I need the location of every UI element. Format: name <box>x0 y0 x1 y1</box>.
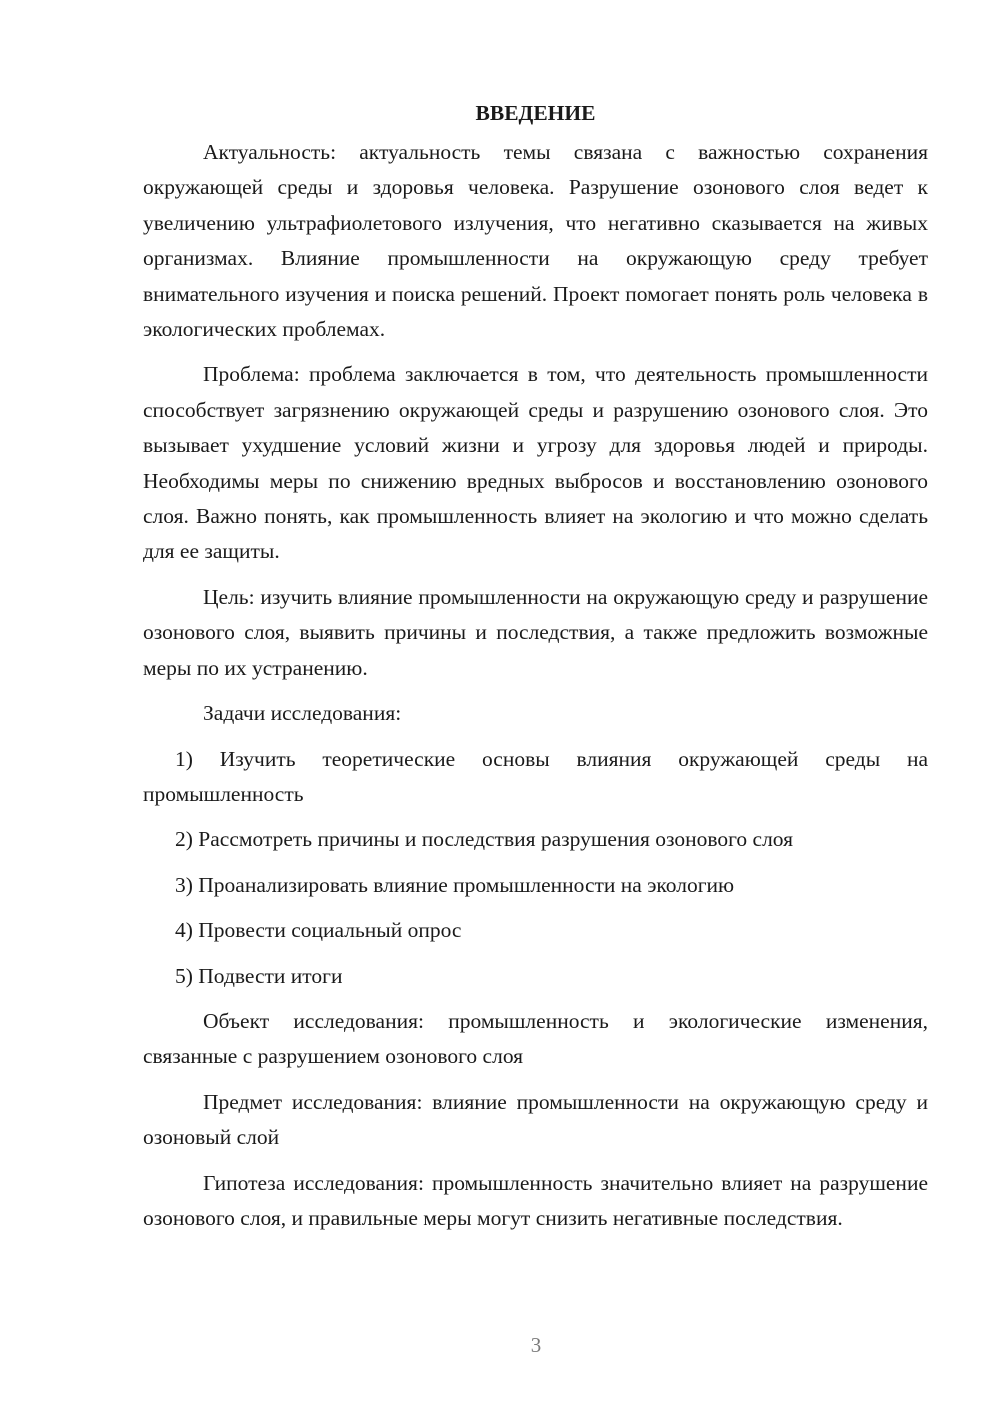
paragraph-hypothesis: Гипотеза исследования: промышленность значительно влияет на разрушение озонового слоя, и правильные меры могут снизить негативные последствия. <box>143 1170 928 1230</box>
task-item-2: 2) Рассмотреть причины и последствия разрушения озонового слоя <box>175 827 794 852</box>
section-title: ВВЕДЕНИЕ <box>475 101 596 125</box>
paragraph-subject: Предмет исследования: влияние промышленности на окружающую среду и озоновый слой <box>143 1089 928 1150</box>
page-number: 3 <box>530 1333 542 1357</box>
paragraph-problem: Проблема: проблема заключается в том, что деятельность промышленности способствует загрязнению окружающей среды и разрушению озонового слоя. Это вызывает ухудшение условий жизни и угрозу для здоровья людей и природы. Необходимы меры по снижению вредных выбросов и восстановлению озонового слоя. Важно понять, как промышленность влияет на экологию и что можно сделать для ее защиты. <box>143 362 928 564</box>
task-item-1: 1) Изучить теоретические основы влияния окружающей среды на промышленность <box>143 746 928 806</box>
tasks-header: Задачи исследования: <box>203 701 402 726</box>
task-item-3: 3) Проанализировать влияние промышленности на экологию <box>175 872 735 897</box>
task-item-4: 4) Провести социальный опрос <box>175 918 462 943</box>
paragraph-object: Объект исследования: промышленность и экологические изменения, связанные с разрушением озонового слоя <box>143 1008 928 1069</box>
paragraph-goal: Цель: изучить влияние промышленности на окружающую среду и разрушение озонового слоя, выявить причины и последствия, а также предложить возможные меры по их устранению. <box>143 584 928 680</box>
page-content <box>143 96 928 1246</box>
paragraph-relevance: Актуальность: актуальность темы связана с важностью сохранения окружающей среды и здоровья человека. Разрушение озонового слоя ведет к увеличению ультрафиолетового излучения, что негативно сказывается на живых организмах. Влияние промышленности на окружающую среду требует внимательного изучения и поиска решений. Проект помогает понять роль человека в экологических проблемах. <box>143 140 928 342</box>
task-item-5: 5) Подвести итоги <box>175 963 343 988</box>
